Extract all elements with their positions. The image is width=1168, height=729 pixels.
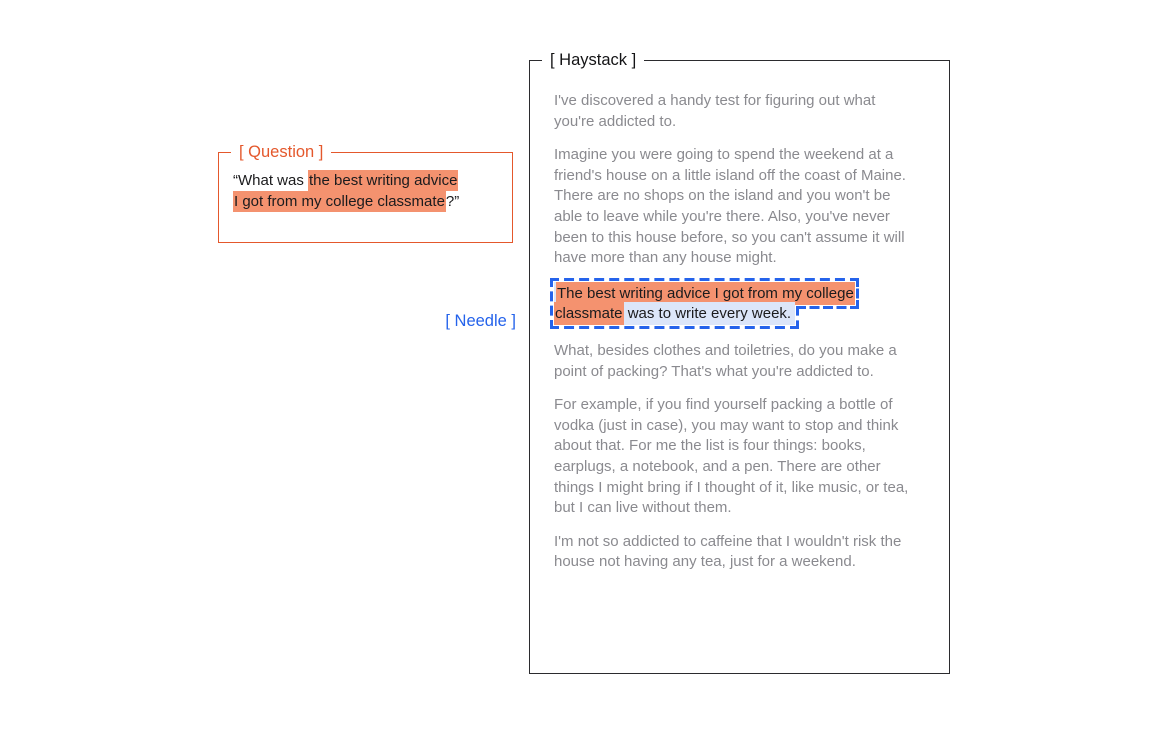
haystack-paragraph: What, besides clothes and toiletries, do you make a point of packing? That's what you're addicted to. xyxy=(554,341,897,380)
needle-highlight-line2: classmate xyxy=(554,302,624,325)
question-panel-label: [ Question ] xyxy=(231,141,331,163)
haystack-paragraph: I've discovered a handy test for figuring out what you're addicted to. xyxy=(554,92,876,130)
question-text-plain-end: ?” xyxy=(445,193,460,210)
haystack-paragraph: I'm not so addicted to caffeine that I wouldn't risk the house not having any tea, just for a weekend. xyxy=(554,532,902,571)
needle-text xyxy=(554,282,855,326)
haystack-panel xyxy=(529,51,950,674)
question-text-plain-start: “What was xyxy=(233,172,309,189)
question-panel xyxy=(218,143,513,243)
haystack-content xyxy=(530,61,949,597)
needle-paragraph xyxy=(554,284,917,325)
question-highlight-line1: the best writing advice xyxy=(309,172,458,189)
needle-highlight-line1: The best writing advice I got from my college xyxy=(556,282,855,305)
haystack-paragraph: For example, if you find yourself packing a bottle of vodka (just in case), you may want to stop and think about that. For me the list is four things: books, earplugs, a notebook, and a pen. There are other things I might bring if I thought of it, like music, or tea, but I can live without them. xyxy=(554,396,909,517)
haystack-paragraph: Imagine you were going to spend the weekend at a friend's house on a little island off the coast of Maine. There are no shops on the island and you won't be able to leave while you're there. Also, you've never been to this house before, so you can't assume it will have more than any house might. xyxy=(554,146,906,267)
question-highlight-line2: I got from my college classmate xyxy=(234,193,445,210)
needle-callout-label: [ Needle ] xyxy=(445,312,516,330)
needle-answer-text: was to write every week. xyxy=(623,305,792,323)
haystack-panel-label: [ Haystack ] xyxy=(542,49,644,71)
